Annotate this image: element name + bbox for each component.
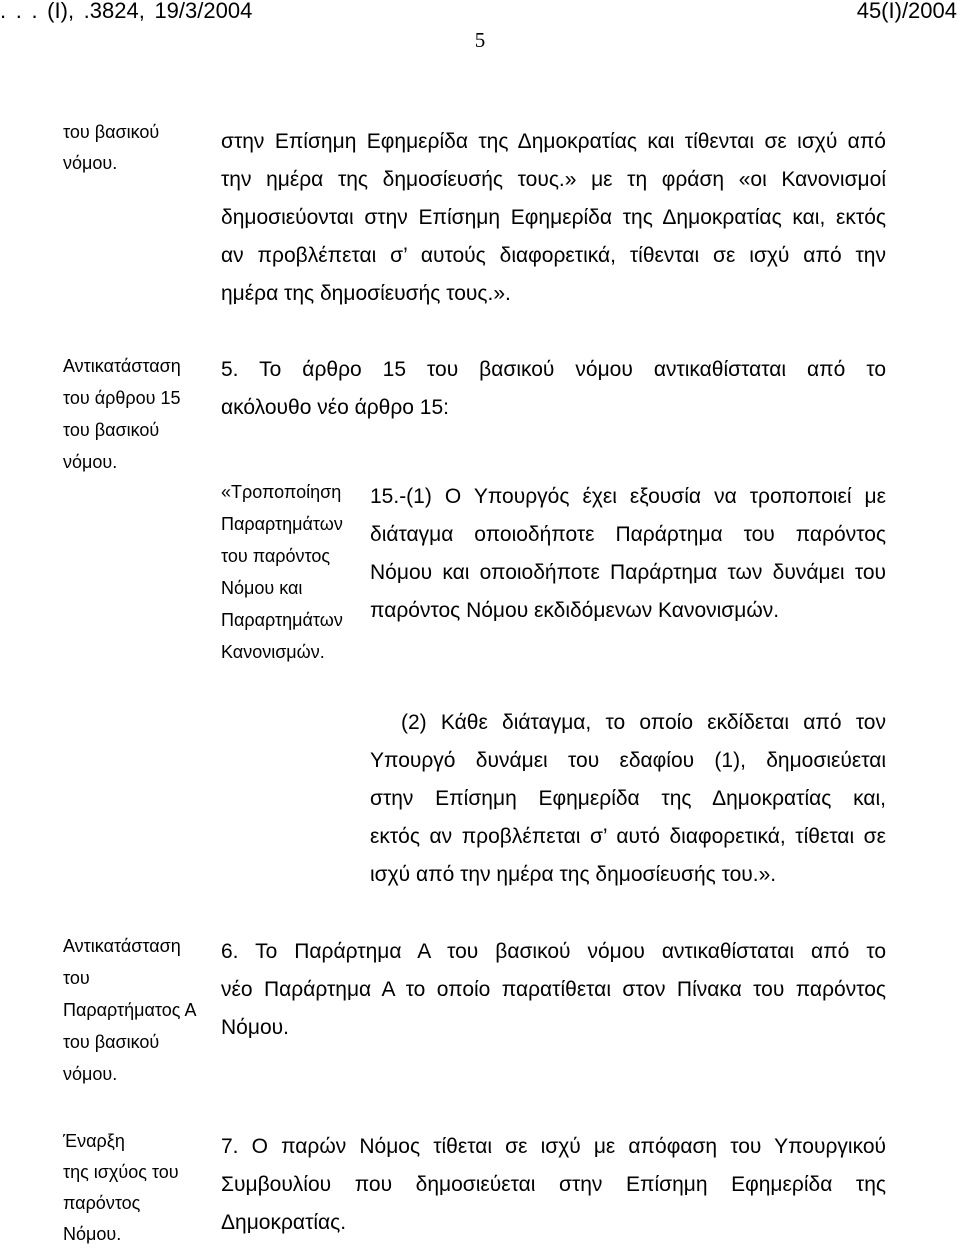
inserted-article-subsection-2 [370,704,886,894]
body-line: παρόντος Νόμου εκδιδόμενων Κανονισμών. [370,599,780,622]
margin-note-line: του βασικού [63,122,160,142]
body-line: διάταγμα οποιοδήποτε Παράρτημα του παρόντος [370,523,886,546]
page-number: 5 [474,28,486,52]
body-line: (2) Κάθε διάταγμα, το οποίο εκδίδεται από τον [401,711,886,734]
inserted-article-margin-note [221,476,366,668]
margin-note-line: Αντικατάσταση [63,356,181,376]
body-line: 15.-(1) Ο Υπουργός έχει εξουσία να τροποποιεί με [370,485,886,508]
margin-note-line: Κανονισμών. [221,642,325,662]
margin-note [63,1126,213,1250]
body-line: εκτός αν προβλέπεται σ’ αυτό διαφορετικά, τίθεται σε [370,825,886,848]
margin-note-line: νόμου. [63,1064,118,1084]
margin-note-line: Νόμου και [221,578,303,598]
margin-note-line: του βασικού [63,1032,160,1052]
margin-note-line: του [63,968,90,988]
body-line: 6. Το Παράρτημα Α του βασικού νόμου αντικαθίσταται από το [221,940,886,963]
margin-note [63,930,213,1090]
margin-note-line: Έναρξη [63,1131,125,1151]
body-line: ημέρα της δημοσίευσής τους.». [221,282,511,305]
margin-note-line: Αντικατάσταση [63,936,181,956]
inserted-article-subsection-1 [370,478,886,630]
margin-note-line: νόμου. [63,153,118,173]
body-line: ισχύ από την ημέρα της δημοσίευσής του.». [370,863,777,886]
margin-note-line: νόμου. [63,452,118,472]
margin-note-line: της ισχύος του [63,1162,179,1182]
body-line: στην Επίσημη Εφημερίδα της Δημοκρατίας και, [370,787,886,810]
body-line: 5. Το άρθρο 15 του βασικού νόμου αντικαθίσταται από το [221,358,886,381]
section-text [221,933,886,1047]
margin-note [63,117,213,179]
margin-note-line: του βασικού [63,420,160,440]
margin-note [63,350,213,478]
body-line: Νόμου και οποιοδήποτε Παράρτημα των δυνάμει του [370,561,886,584]
section-text [221,1128,886,1242]
margin-note-line: του άρθρου 15 [63,388,181,408]
body-line: Δημοκρατίας. [221,1211,347,1234]
body-line: Νόμου. [221,1016,289,1039]
body-line: Συμβουλίου που δημοσιεύεται στην Επίσημη Εφημερίδα της [221,1173,886,1196]
margin-note-line: Παραρτημάτων [221,610,343,630]
margin-note-line: του παρόντος [221,546,331,566]
margin-note-line: «Τροποποίηση [221,482,342,502]
margin-note-line: παρόντος [63,1193,141,1213]
section-text [221,123,886,313]
margin-note-line: Παραρτήματος Α [63,1000,197,1020]
body-line: την ημέρα της δημοσίευσής τους.» με τη φράση «οι Κανονισμοί [221,168,886,191]
body-line: αν προβλέπεται σ’ αυτούς διαφορετικά, τίθενται σε ισχύ από την [221,244,886,267]
margin-note-line: Παραρτημάτων [221,514,343,534]
body-line: δημοσιεύονται στην Επίσημη Εφημερίδα της Δημοκρατίας και, εκτός [221,206,886,229]
body-line: 7. Ο παρών Νόμος τίθεται σε ισχύ με απόφαση του Υπουργικού [221,1135,886,1158]
body-line: νέο Παράρτημα Α το οποίο παρατίθεται στον Πίνακα του παρόντος [221,978,886,1001]
body-line: ακόλουθο νέο άρθρο 15: [221,396,449,419]
section-text [221,351,886,427]
margin-note-line: Νόμου. [63,1224,122,1244]
body-line: Υπουργό δυνάμει του εδαφίου (1), δημοσιεύεται [370,749,886,772]
running-header-law-number: 45(Ι)/2004 [856,0,957,23]
body-line: στην Επίσημη Εφημερίδα της Δημοκρατίας και τίθενται σε ισχύ από [221,130,886,153]
running-header-left: . . . (Ι), .3824, 19/3/2004 [0,0,253,23]
